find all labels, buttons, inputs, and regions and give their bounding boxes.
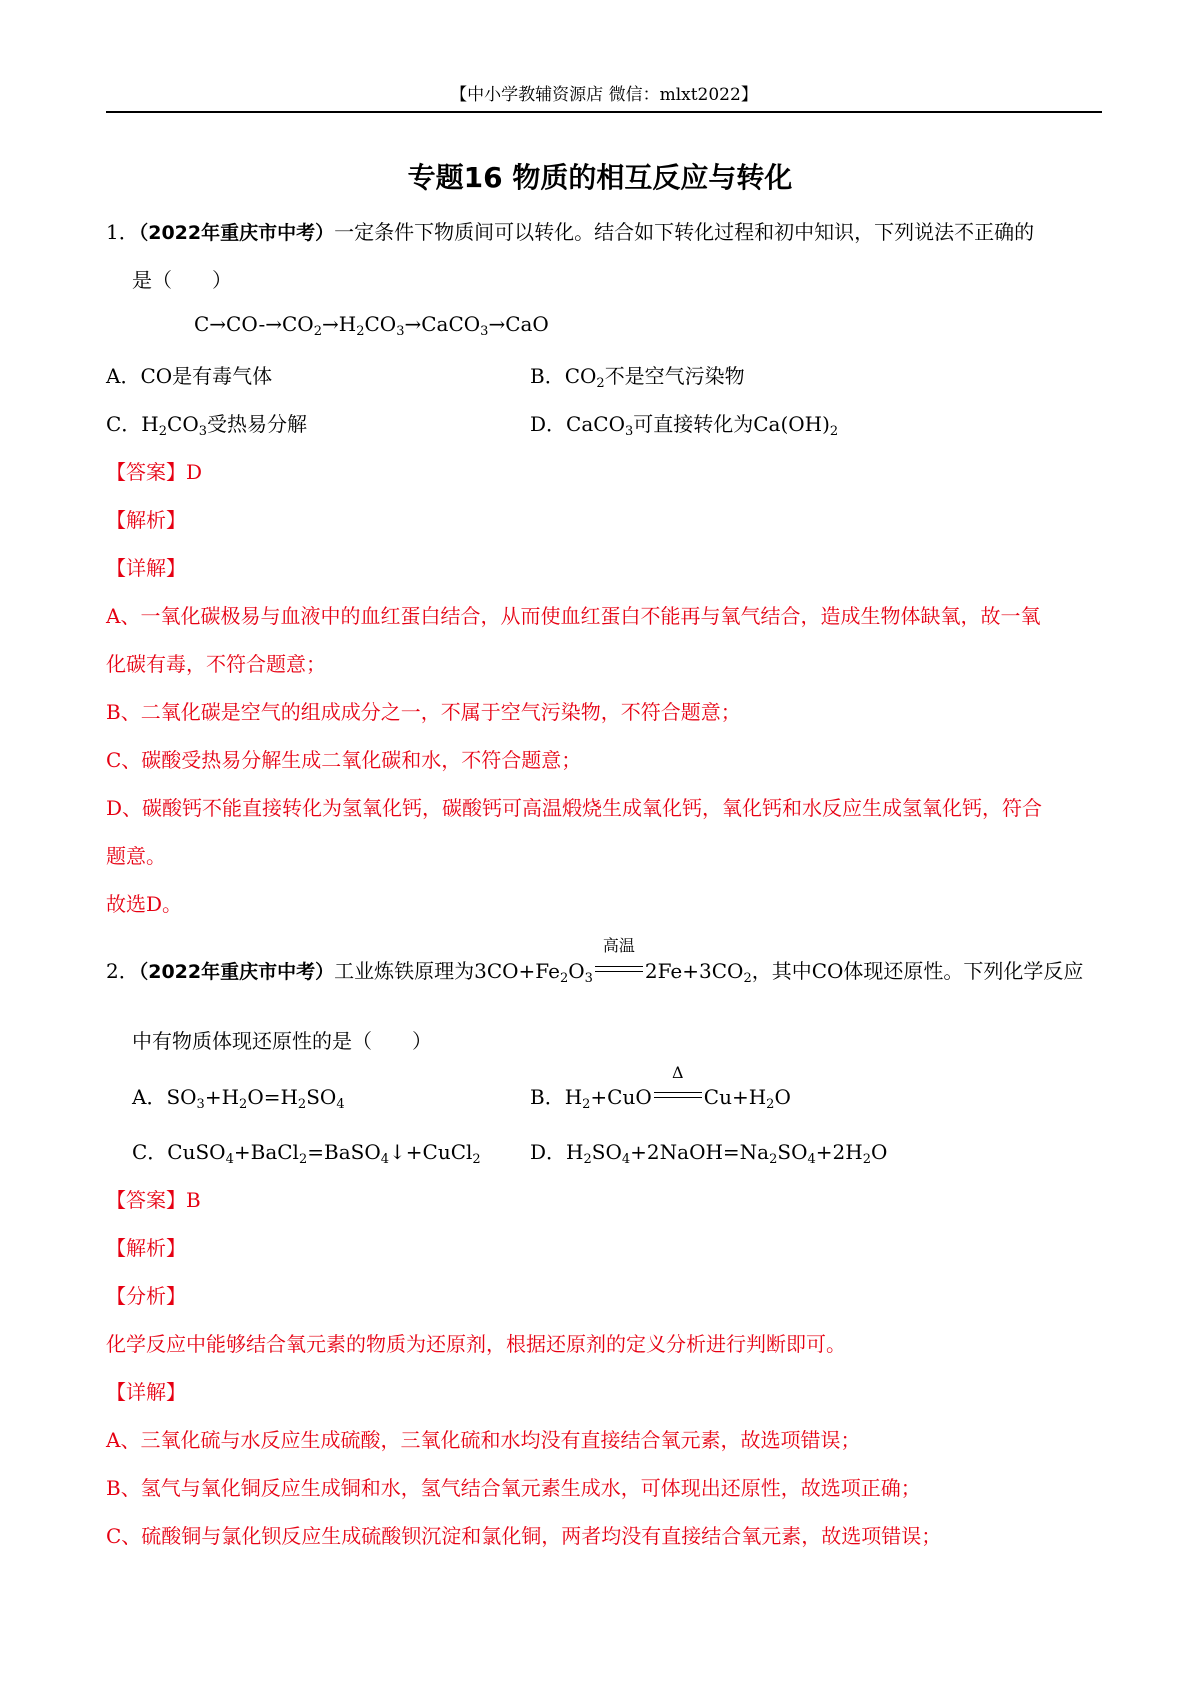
q1-source: （2022年重庆市中考）: [138, 222, 335, 244]
q2-source: （2022年重庆市中考）: [138, 961, 335, 983]
q1-answer: 【答案】D: [106, 460, 203, 484]
q1-detail-label: 【详解】: [106, 556, 186, 580]
q1-stem2: 是（ ）: [132, 268, 232, 292]
q1-option-c: C．$H_2CO_3$受热易分解: [106, 412, 308, 439]
reaction-condition-heat: Δ: [654, 1085, 702, 1109]
q1-number: 1．: [106, 220, 139, 244]
q1-explain-line: A、一氧化碳极易与血液中的血红蛋白结合，从而使血红蛋白不能再与氧气结合，造成生物体缺氧，故一氧: [106, 604, 1041, 628]
q1-chain: $C\to CO-\to CO_2\to H_2CO_3\to CaCO_3\to CaO$: [194, 312, 549, 339]
q2-analysis-text: 化学反应中能够结合氧元素的物质为还原剂，根据还原剂的定义分析进行判断即可。: [106, 1332, 846, 1356]
q2-explain-line: A、三氧化硫与水反应生成硫酸，三氧化硫和水均没有直接结合氧元素，故选项错误；: [106, 1428, 861, 1452]
q1-explain-line: 化碳有毒，不符合题意；: [106, 652, 326, 676]
q2-number: 2．: [106, 959, 139, 983]
q2-explain-line: C、硫酸铜与氯化钡反应生成硫酸钡沉淀和氯化铜，两者均没有直接结合氧元素，故选项错误；: [106, 1524, 942, 1548]
q2-option-a: A．$SO_3+H_2O=H_2SO_4$: [132, 1085, 345, 1112]
q2-detail-label: 【详解】: [106, 1380, 186, 1404]
q2-answer: 【答案】B: [106, 1188, 201, 1212]
q2-stem2: 中有物质体现还原性的是（ ）: [132, 1029, 432, 1053]
q2-option-d: D．$H_2SO_4+2NaOH=Na_2SO_4+2H_2O$: [530, 1140, 888, 1167]
q1-option-d: D．CaCO$_3$可直接转化为$Ca(OH)_2$: [530, 412, 839, 439]
q1-option-a: A．CO是有毒气体: [106, 364, 273, 388]
q1-analysis-label: 【解析】: [106, 508, 186, 532]
page-header: 【中小学教辅资源店 微信：mlxt2022】: [450, 85, 758, 105]
q1-explain-line: B、二氧化碳是空气的组成成分之一，不属于空气污染物，不符合题意；: [106, 700, 741, 724]
q2-option-b: B．$H_2+CuO$ Δ $Cu+H_2O$: [530, 1063, 791, 1112]
header-rule: [106, 111, 1102, 113]
q2-analysis2-label: 【分析】: [106, 1284, 186, 1308]
page-title: 专题16 物质的相互反应与转化: [407, 161, 793, 194]
reaction-condition-high-temp: 高温: [595, 959, 643, 983]
q2-explain-line: B、氢气与氧化铜反应生成铜和水，氢气结合氧元素生成水，可体现出还原性，故选项正确；: [106, 1476, 921, 1500]
q1-explain-line: C、碳酸受热易分解生成二氧化碳和水，不符合题意；: [106, 748, 582, 772]
q1-conclusion: 故选D。: [106, 892, 183, 916]
q2-analysis-label: 【解析】: [106, 1236, 186, 1260]
q1-stem-line: [106, 216, 1034, 245]
q1-explain-line: D、碳酸钙不能直接转化为氢氧化钙，碳酸钙可高温煅烧生成氧化钙，氧化钙和水反应生成氢氧化钙，符合: [106, 796, 1043, 820]
q1-explain-line: 题意。: [106, 844, 166, 868]
q2-option-c: C．CuSO$_4$+BaCl$_2$=BaSO$_4$↓+CuCl$_2$: [132, 1140, 481, 1167]
q1-option-b: B．$CO_2$不是空气污染物: [530, 364, 745, 391]
q2-stem-line: 2．（2022年重庆市中考）工业炼铁原理为$3CO+Fe_2O_3$ 高温 $2Fe+3CO_2$，其中CO体现还原性。下列化学反应: [106, 936, 1084, 986]
q1-stem: 一定条件下物质间可以转化。结合如下转化过程和初中知识，下列说法不正确的: [334, 220, 1035, 244]
